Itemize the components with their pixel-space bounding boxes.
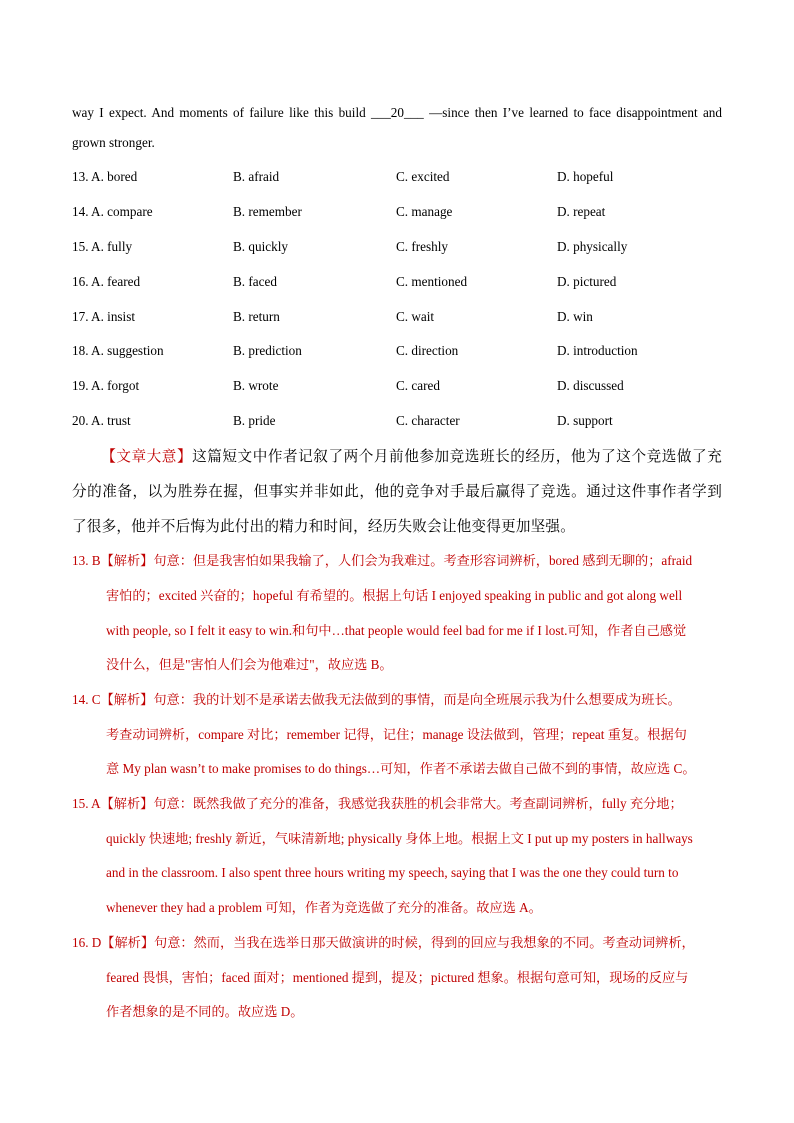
explanation-block [72,683,722,787]
option-d: D. pictured [557,273,617,289]
options-list [72,160,722,438]
explanation-line: 意 My plan wasn’t to make promises to do things…可知，作者不承诺去做自己做不到的事情，故应选 C。 [106,761,696,777]
option-c: C. cared [396,378,440,394]
option-a: 20. A. trust [72,412,131,428]
explanation-line: 害怕的；excited 兴奋的；hopeful 有希望的。根据上句话 I enjoyed speaking in public and got along well [106,587,683,603]
explanation-head: 13. B【解析】句意：但是我害怕如果我输了，人们会为我难过。考查形容词辨析，bored 感到无聊的；afraid [72,553,693,569]
option-b: B. remember [233,204,302,220]
explanation-line: quickly 快速地; freshly 新近，气味清新地; physically 身体上地。根据上文 I put up my posters in hallways [106,830,693,846]
passage-ending: way I expect. And moments of failure like this build ___20___ —since then I’ve learned to face disappointment and grown stronger. [72,105,722,150]
option-a: 19. A. forgot [72,378,140,394]
option-d: D. repeat [557,204,606,220]
option-row [72,195,722,230]
option-d: D. physically [557,238,628,254]
option-b: B. afraid [233,169,280,185]
option-b: B. pride [233,412,276,428]
document-page [72,98,722,1030]
option-row [72,404,722,439]
option-a: 14. A. compare [72,204,153,220]
option-row [72,334,722,369]
option-c: C. character [396,412,460,428]
explanation-line: whenever they had a problem 可知，作者为竞选做了充分的准备。故应选 A。 [106,900,542,916]
explanation-head: 15. A【解析】句意：既然我做了充分的准备，我感觉我获胜的机会非常大。考查副词辨析，fully 充分地； [72,796,683,812]
option-a: 13. A. bored [72,169,138,185]
option-a: 15. A. fully [72,238,133,254]
explanation-block [72,926,722,1030]
option-c: C. manage [396,204,453,220]
option-d: D. hopeful [557,169,614,185]
explanations [72,544,722,1030]
explanation-line: feared 畏惧，害怕；faced 面对；mentioned 提到，提及；pictured 想象。根据句意可知，现场的反应与 [106,969,689,985]
option-d: D. discussed [557,378,624,394]
option-d: D. win [557,308,593,324]
summary-label: 【文章大意】 [101,449,193,466]
option-b: B. return [233,308,280,324]
option-row [72,369,722,404]
option-c: C. freshly [396,238,449,254]
option-a: 17. A. insist [72,308,136,324]
option-b: B. faced [233,273,277,289]
option-row [72,299,722,334]
option-b: B. quickly [233,238,288,254]
explanation-block [72,787,722,926]
explanation-block [72,544,722,683]
option-c: C. wait [396,308,435,324]
option-a: 18. A. suggestion [72,343,164,359]
explanation-line: 没什么，但是"害怕人们会为他难过"，故应选 B。 [106,657,393,673]
option-row [72,264,722,299]
explanation-head: 16. D【解析】句意：然而，当我在选举日那天做演讲的时候，得到的回应与我想象的不同。考查动词辨析， [72,934,695,950]
explanation-line: 作者想象的是不同的。故应选 D。 [106,1004,304,1020]
explanation-line: and in the classroom. I also spent three hours writing my speech, saying that I was the one they could turn to [106,865,679,881]
option-b: B. wrote [233,378,279,394]
option-c: C. direction [396,343,459,359]
option-a: 16. A. feared [72,273,141,289]
explanation-head: 14. C【解析】句意：我的计划不是承诺去做我无法做到的事情，而是向全班展示我为什么想要成为班长。 [72,691,681,707]
summary-text: 这篇短文中作者记叙了两个月前他参加竞选班长的经历，他为了这个竞选做了充分的准备，以为胜券在握，但事实并非如此，他的竞争对手最后赢得了竞选。通过这件事作者学到了很多，他并不后悔为此付出的精力和时间，经历失败会让他变得更加坚强。 [72,449,722,535]
option-d: D. support [557,412,613,428]
explanation-line: with people, so I felt it easy to win.和句中…that people would feel bad for me if I lost.可知，作者自己感觉 [106,622,687,638]
option-d: D. introduction [557,343,638,359]
explanation-line: 考查动词辨析，compare 对比；remember 记得，记住；manage 设法做到，管理；repeat 重复。根据句 [106,726,687,742]
option-b: B. prediction [233,343,302,359]
option-row [72,230,722,265]
option-c: C. excited [396,169,450,185]
option-row [72,160,722,195]
article-summary [72,440,722,544]
option-c: C. mentioned [396,273,468,289]
